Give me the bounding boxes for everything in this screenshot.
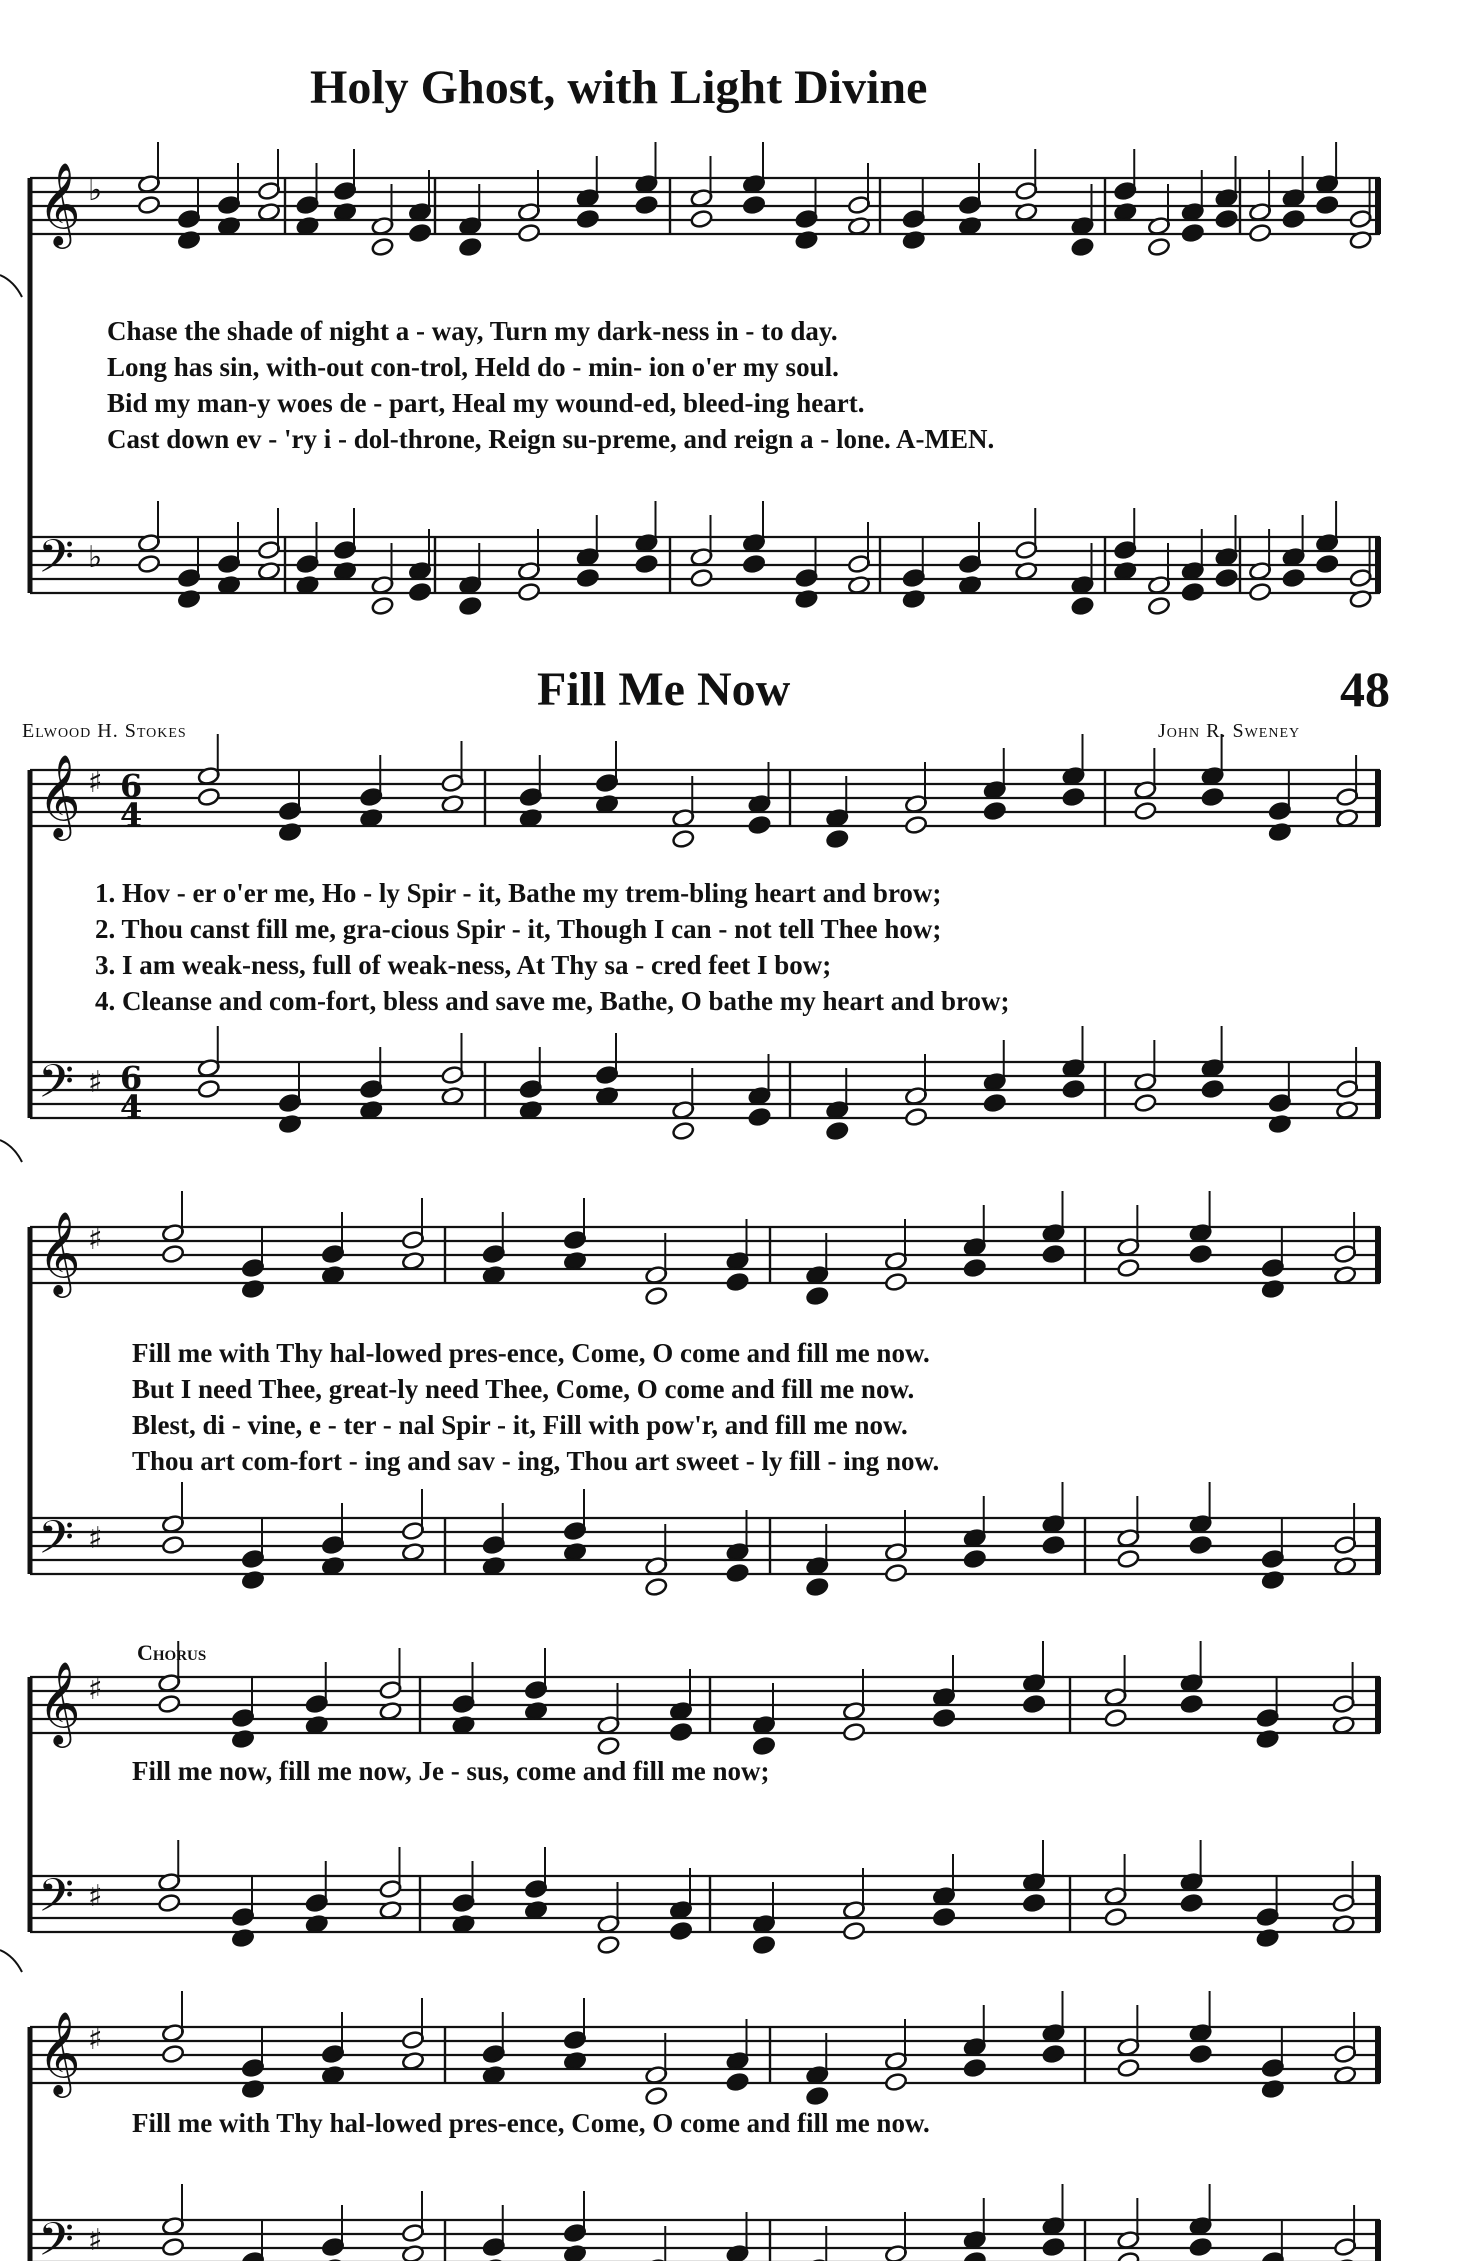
treble-clef: 𝄞 (38, 161, 81, 245)
note-head (842, 1722, 866, 1742)
note-head (1215, 568, 1239, 588)
bass-clef: 𝄢 (38, 2213, 75, 2261)
verse-line: 1. Hov - er o'er me, Ho - ly Spir - it, Bathe my trem-bling heart and brow; (95, 878, 942, 908)
verse-line: Blest, di - vine, e - ter - nal Spir - it, Fill with pow'r, and fill me now. (132, 1410, 908, 1440)
note-head (884, 1272, 908, 1292)
note-head (161, 1535, 185, 1555)
note-head (1117, 2058, 1141, 2078)
note-head (1282, 209, 1306, 229)
note-head (1201, 787, 1225, 807)
note-head (1248, 223, 1272, 243)
verse-line: 2. Thou canst fill me, gra-cious Spir - it, Though I can - not tell Thee how; (95, 914, 942, 944)
note-head (1042, 2044, 1066, 2064)
note-head (157, 1893, 181, 1913)
time-signature-bottom: 4 (120, 1088, 143, 1126)
note-head (825, 829, 849, 849)
note-head (825, 1121, 849, 1141)
lyric-line: Cast down ev - 'ry i - dol-throne, Reign su-preme, and reign a - lone. A-MEN. (107, 424, 995, 454)
note-head (161, 2044, 185, 2064)
note-head (1117, 1549, 1141, 1569)
note-head (884, 2072, 908, 2092)
note-head (742, 195, 766, 215)
note-head (726, 2072, 750, 2092)
note-head (983, 1093, 1007, 1113)
note-head (932, 1907, 956, 1927)
note-head (137, 554, 161, 574)
bass-clef: 𝄢 (38, 1511, 75, 1576)
note-head (563, 2244, 587, 2261)
note-head (1134, 1093, 1158, 1113)
note-head (963, 2058, 987, 2078)
note-head (458, 596, 482, 616)
sharp-sign: ♯ (88, 2223, 103, 2258)
treble-clef: 𝄞 (38, 2010, 81, 2094)
note-head (1189, 2237, 1213, 2257)
note-head (597, 1935, 621, 1955)
note-head (904, 815, 928, 835)
note-head (805, 2086, 829, 2106)
composer-credit: John R. Sweney (1158, 720, 1301, 742)
note-head (842, 1921, 866, 1941)
note-head (726, 1563, 750, 1583)
chorus-line: Fill me now, fill me now, Je - sus, come and fill me now; (132, 1756, 770, 1786)
note-head (576, 209, 600, 229)
note-head (1117, 2251, 1141, 2261)
note-head (1189, 1244, 1213, 1264)
note-head (748, 815, 772, 835)
note-head (963, 2251, 987, 2261)
time-signature-top: 6 (120, 1059, 143, 1097)
time-signature-bottom: 4 (120, 796, 143, 834)
note-head (1062, 787, 1086, 807)
treble-clef: 𝄞 (38, 753, 81, 837)
note-head (742, 554, 766, 574)
note-head (805, 1286, 829, 1306)
note-head (597, 1736, 621, 1756)
note-head (401, 2244, 425, 2261)
note-head (690, 209, 714, 229)
hymn-title-top: Holy Ghost, with Light Divine (310, 61, 928, 114)
note-head (161, 2237, 185, 2257)
note-head (576, 568, 600, 588)
note-head (635, 195, 659, 215)
flat-sign: ♭ (88, 173, 103, 208)
note-head (1117, 1258, 1141, 1278)
note-head (963, 1258, 987, 1278)
note-head (1062, 1079, 1086, 1099)
note-head (1215, 209, 1239, 229)
chorus-label: Chorus (137, 1640, 207, 1665)
note-head (690, 568, 714, 588)
note-head (644, 1577, 668, 1597)
note-head (748, 1107, 772, 1127)
note-head (1022, 1694, 1046, 1714)
note-head (671, 829, 695, 849)
verse-line: Fill me with Thy hal-lowed pres-ence, Come, O come and fill me now. (132, 1338, 930, 1368)
lyric-line: Bid my man-y woes de - part, Heal my wound-ed, bleed-ing heart. (107, 388, 865, 418)
note-head (1042, 1244, 1066, 1264)
note-head (1201, 1079, 1225, 1099)
note-head (517, 223, 541, 243)
sharp-sign: ♯ (88, 2022, 103, 2057)
note-head (371, 596, 395, 616)
sharp-sign: ♯ (88, 1879, 103, 1914)
note-head (1134, 801, 1158, 821)
margin-mark (0, 275, 22, 297)
note-head (197, 1079, 221, 1099)
note-head (1147, 596, 1171, 616)
note-head (408, 582, 432, 602)
hymn-number: 48 (1340, 661, 1390, 717)
note-head (1248, 582, 1272, 602)
sharp-sign: ♯ (88, 1521, 103, 1556)
author-credit: Elwood H. Stokes (22, 720, 187, 742)
note-head (1282, 568, 1306, 588)
note-head (1071, 237, 1095, 257)
note-head (983, 801, 1007, 821)
lyric-line: Chase the shade of night a - way, Turn my dark-ness in - to day. (107, 316, 838, 346)
note-head (161, 1244, 185, 1264)
note-head (932, 1708, 956, 1728)
verse-line: But I need Thee, great-ly need Thee, Come, O come and fill me now. (132, 1374, 915, 1404)
note-head (1042, 1535, 1066, 1555)
note-head (1104, 1708, 1128, 1728)
note-head (1189, 2044, 1213, 2064)
sharp-sign: ♯ (88, 765, 103, 800)
note-head (1071, 596, 1095, 616)
note-head (726, 1272, 750, 1292)
note-head (1180, 1694, 1204, 1714)
verse-line: Thou art com-fort - ing and sav - ing, Thou art sweet - ly fill - ing now. (132, 1446, 940, 1476)
verse-line: 3. I am weak-ness, full of weak-ness, At Thy sa - cred feet I bow; (95, 950, 832, 980)
note-head (1042, 2237, 1066, 2257)
note-head (669, 1722, 693, 1742)
note-head (644, 1286, 668, 1306)
flat-sign: ♭ (88, 540, 103, 575)
bass-clef: 𝄢 (38, 1869, 75, 1934)
note-head (635, 554, 659, 574)
note-head (671, 1121, 695, 1141)
note-head (1315, 195, 1339, 215)
note-head (752, 1935, 776, 1955)
note-head (1104, 1907, 1128, 1927)
note-head (669, 1921, 693, 1941)
note-head (884, 1563, 908, 1583)
note-head (1147, 237, 1171, 257)
note-head (1181, 582, 1205, 602)
note-head (963, 1549, 987, 1569)
hymn-title: Fill Me Now (537, 663, 791, 716)
note-head (137, 195, 161, 215)
note-head (458, 237, 482, 257)
sharp-sign: ♯ (88, 1672, 103, 1707)
bass-clef: 𝄢 (38, 1055, 75, 1120)
note-head (1189, 1535, 1213, 1555)
note-head (752, 1736, 776, 1756)
note-head (904, 1107, 928, 1127)
note-head (1180, 1893, 1204, 1913)
treble-clef: 𝄞 (38, 1660, 81, 1744)
sharp-sign: ♯ (88, 1222, 103, 1257)
note-head (371, 237, 395, 257)
verse-line: 4. Cleanse and com-fort, bless and save me, Bathe, O bathe my heart and brow; (95, 986, 1010, 1016)
note-head (1315, 554, 1339, 574)
bass-clef: 𝄢 (38, 530, 75, 595)
note-head (805, 1577, 829, 1597)
lyric-line: Long has sin, with-out con-trol, Held do - min- ion o'er my soul. (107, 352, 839, 382)
note-head (644, 2086, 668, 2106)
note-head (1022, 1893, 1046, 1913)
sharp-sign: ♯ (88, 1065, 103, 1100)
note-head (1181, 223, 1205, 243)
note-head (197, 787, 221, 807)
note-head (157, 1694, 181, 1714)
chorus-line: Fill me with Thy hal-lowed pres-ence, Come, O come and fill me now. (132, 2108, 930, 2138)
note-head (408, 223, 432, 243)
margin-mark (0, 1950, 22, 1972)
note-head (517, 582, 541, 602)
treble-clef: 𝄞 (38, 1210, 81, 1294)
margin-mark (0, 1140, 22, 1162)
time-signature-top: 6 (120, 767, 143, 805)
